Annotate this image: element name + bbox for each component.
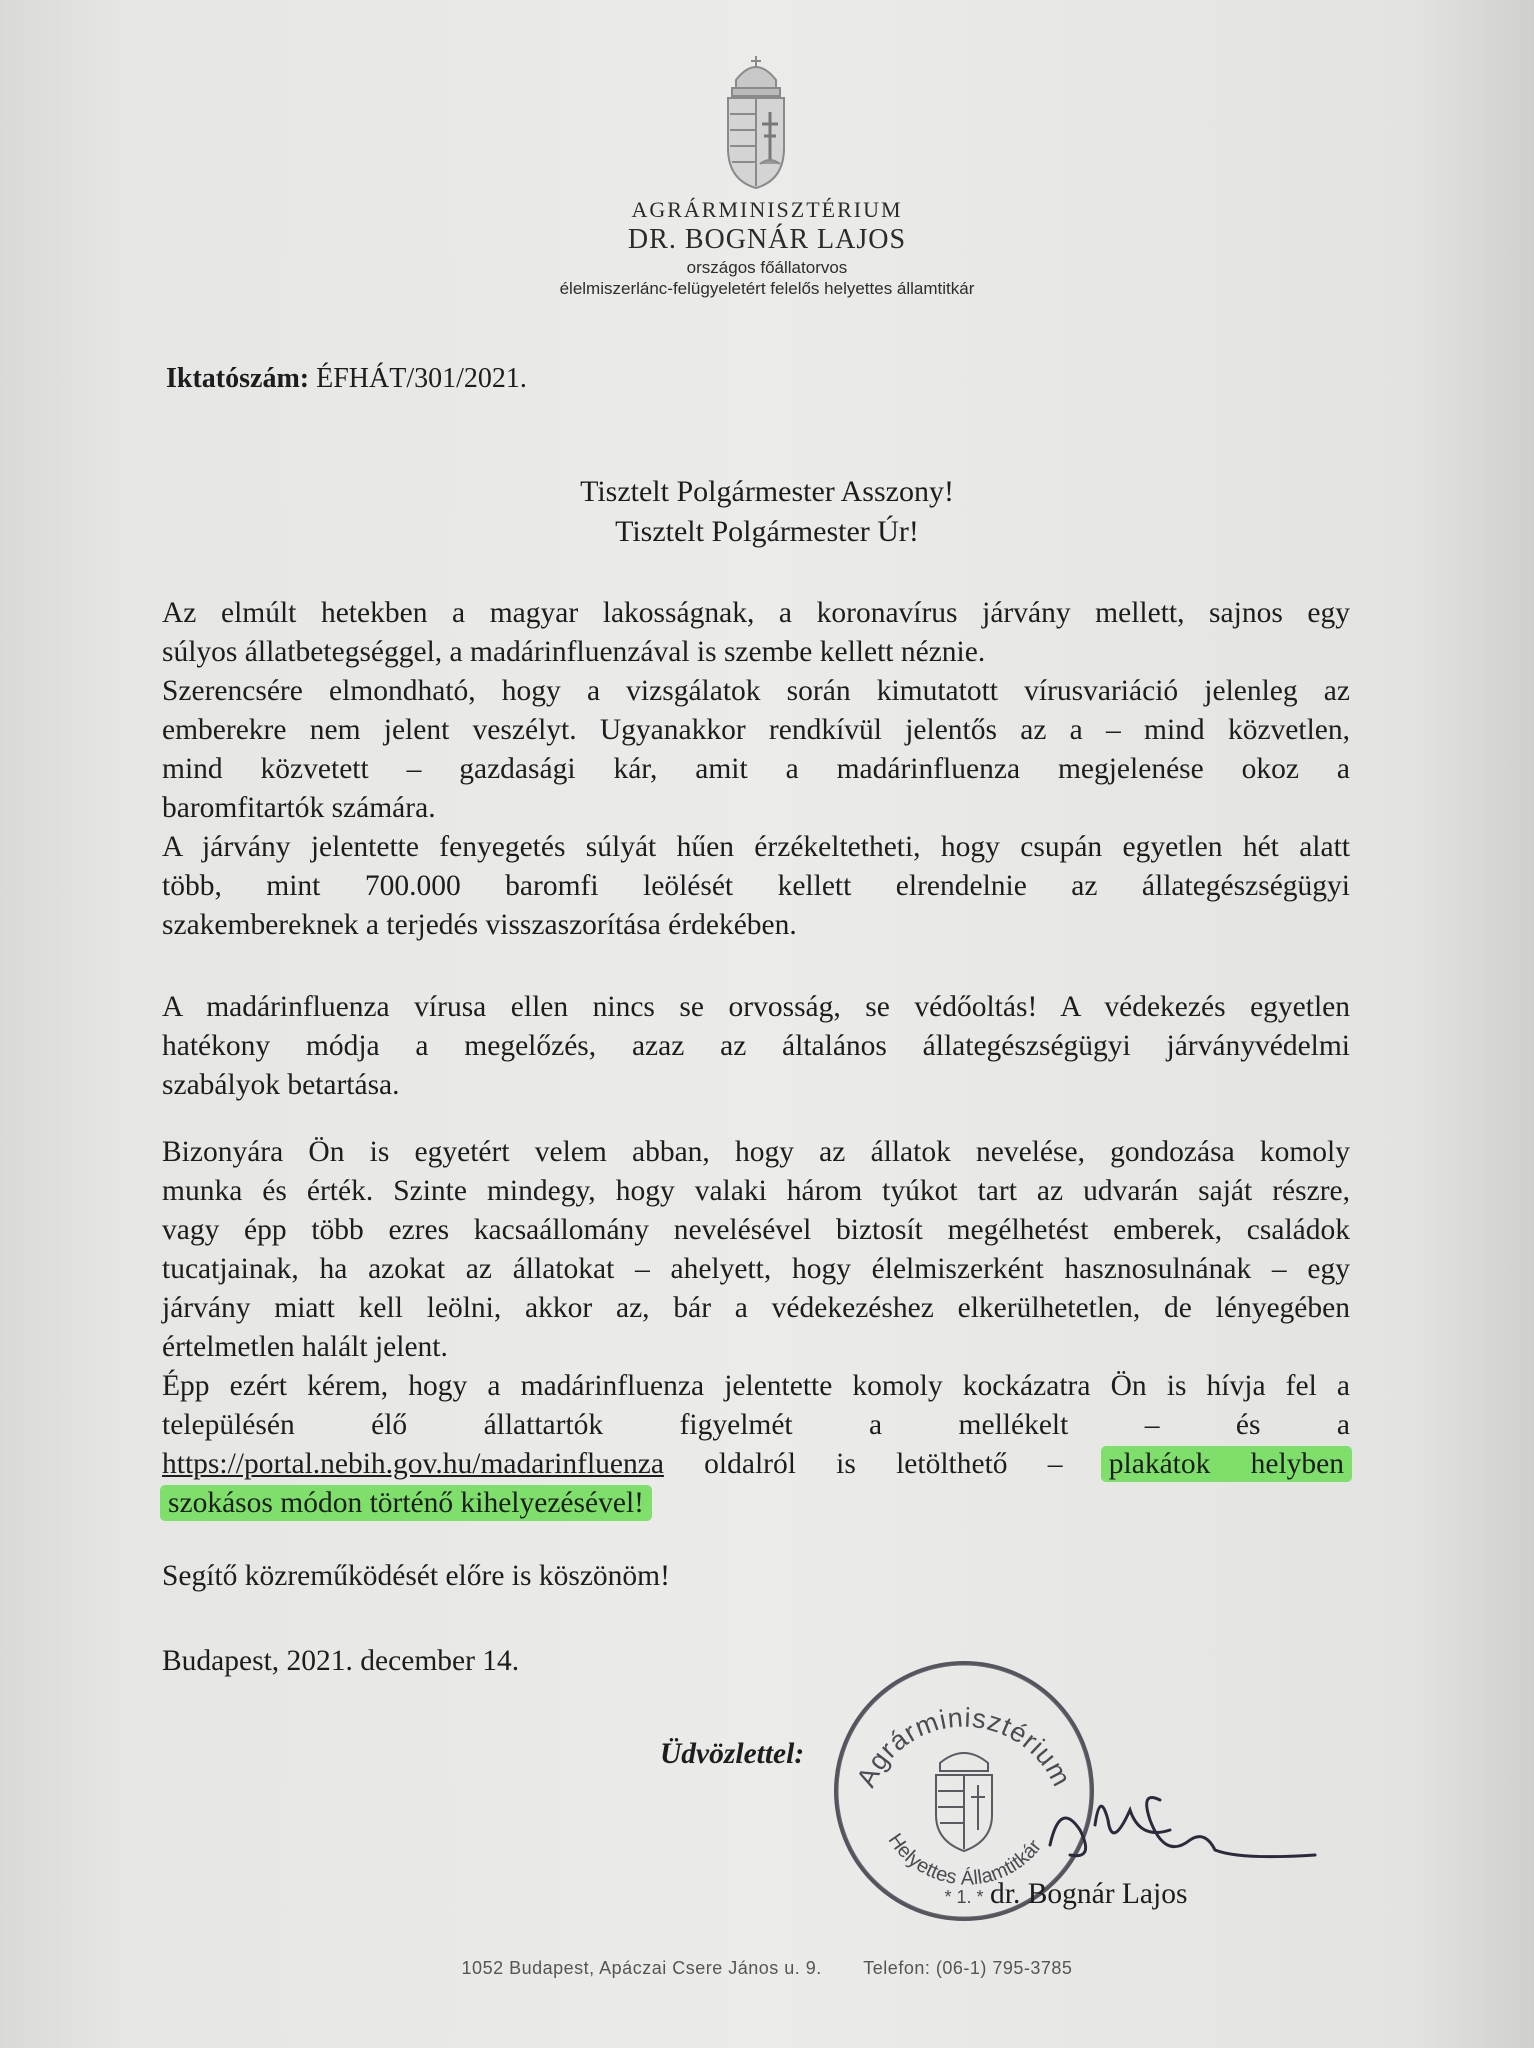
sender-role-line2: élelmiszerlánc-felügyeletért felelős helyettes államtitkár <box>559 279 975 298</box>
text-line: Épp ezért kérem, hogy a madárinfluenza jelentette komoly kockázatra Ön is hívja fel a <box>162 1370 1350 1402</box>
text-line: súlyos állatbetegséggel, a madárinfluenzával is szembe kellett néznie. <box>162 636 986 668</box>
text-line: emberekre nem jelent veszélyt. Ugyanakkor rendkívül jelentős az a – mind közvetlen, <box>162 714 1350 746</box>
coat-of-arms-icon <box>718 52 794 192</box>
text-line: vagy épp több ezres kacsaállomány nevelésével biztosít megélhetést emberek, családok <box>162 1214 1350 1246</box>
ministry-name: AGRÁRMINISZTÉRIUM <box>631 197 903 222</box>
text-line: baromfitartók számára. <box>162 792 436 824</box>
text-line: A madárinfluenza vírusa ellen nincs se orvosság, se védőoltás! A védekezés egyetlen <box>162 991 1350 1023</box>
paragraph-1 <box>162 594 1350 945</box>
footer-address: 1052 Budapest, Apáczai Csere János u. 9. <box>461 1958 822 1978</box>
text-line: Szerencsére elmondható, hogy a vizsgálatok során kimutatott vírusvariáció jelenleg az <box>162 675 1350 707</box>
stamp-top-text: Agrárminisztérium <box>850 1702 1078 1792</box>
stamp-number: * 1. * <box>944 1887 984 1907</box>
text-line: mind közvetett – gazdasági kár, amit a madárinfluenza megjelenése okoz a <box>162 753 1350 785</box>
sender-name: DR. BOGNÁR LAJOS <box>627 224 907 255</box>
text-line: járvány miatt kell leölni, akkor az, bár a védekezéshez elkerülhetetlen, de lényegében <box>162 1292 1350 1324</box>
text-line: Bizonyára Ön is egyetért velem abban, hogy az állatok nevelése, gondozása komoly <box>162 1136 1350 1168</box>
date-line: Budapest, 2021. december 14. <box>162 1645 520 1677</box>
text-line: értelmetlen halált jelent. <box>162 1331 448 1363</box>
thanks-line: Segítő közreműködését előre is köszönöm! <box>162 1560 670 1592</box>
reference-label: Iktatószám: <box>166 363 310 394</box>
text-after-link: oldalról is letölthető – <box>663 1448 1103 1480</box>
text-line: hatékony módja a megelőzés, azaz az általános állategészségügyi járványvédelmi <box>162 1030 1350 1062</box>
highlighted-text: szokásos módon történő kihelyezésével! <box>162 1487 650 1519</box>
handwritten-signature-icon <box>1040 1770 1320 1890</box>
paragraph-3 <box>162 1133 1350 1523</box>
text-line: szakembereknek a terjedés visszaszorítása érdekében. <box>162 909 797 941</box>
paragraph-2 <box>162 988 1350 1105</box>
text-line <box>162 1445 1350 1484</box>
stamp-bottom-text: Helyettes Államtitkár <box>883 1829 1046 1890</box>
text-line: tucatjainak, ha azokat az állatokat – ahelyett, hogy élelmiszerként hasznosulnának – egy <box>162 1253 1350 1285</box>
highlighted-text: plakátok helyben <box>1103 1448 1350 1480</box>
reference-number <box>166 363 527 395</box>
footer-phone: Telefon: (06-1) 795-3785 <box>863 1958 1073 1978</box>
text-line: Az elmúlt hetekben a magyar lakosságnak, a koronavírus járvány mellett, sajnos egy <box>162 597 1350 629</box>
nebih-portal-link[interactable]: https://portal.nebih.gov.hu/madarinfluenza <box>162 1448 664 1480</box>
text-line: munka és érték. Szinte mindegy, hogy valaki három tyúkot tart az udvarán saját részre, <box>162 1175 1350 1207</box>
text-line: A járvány jelentette fenyegetés súlyát hűen érzékeltetheti, hogy csupán egyetlen hét alatt <box>162 831 1350 863</box>
text-line: több, mint 700.000 baromfi leölését kellett elrendelnie az állategészségügyi <box>162 870 1350 902</box>
text-line: szabályok betartása. <box>162 1069 400 1101</box>
salutation-line1: Tisztelt Polgármester Asszony! <box>580 475 954 508</box>
signer-name: dr. Bognár Lajos <box>990 1878 1188 1910</box>
text-line <box>162 1484 1350 1523</box>
footer <box>0 1958 1534 1979</box>
sender-role-line1: országos főállatorvos <box>686 258 848 277</box>
greeting: Üdvözlettel: <box>660 1738 805 1770</box>
text-line: településén élő állattartók figyelmét a mellékelt – és a <box>162 1409 1350 1441</box>
salutation-line2: Tisztelt Polgármester Úr! <box>615 515 919 548</box>
reference-value: ÉFHÁT/301/2021. <box>316 363 527 394</box>
